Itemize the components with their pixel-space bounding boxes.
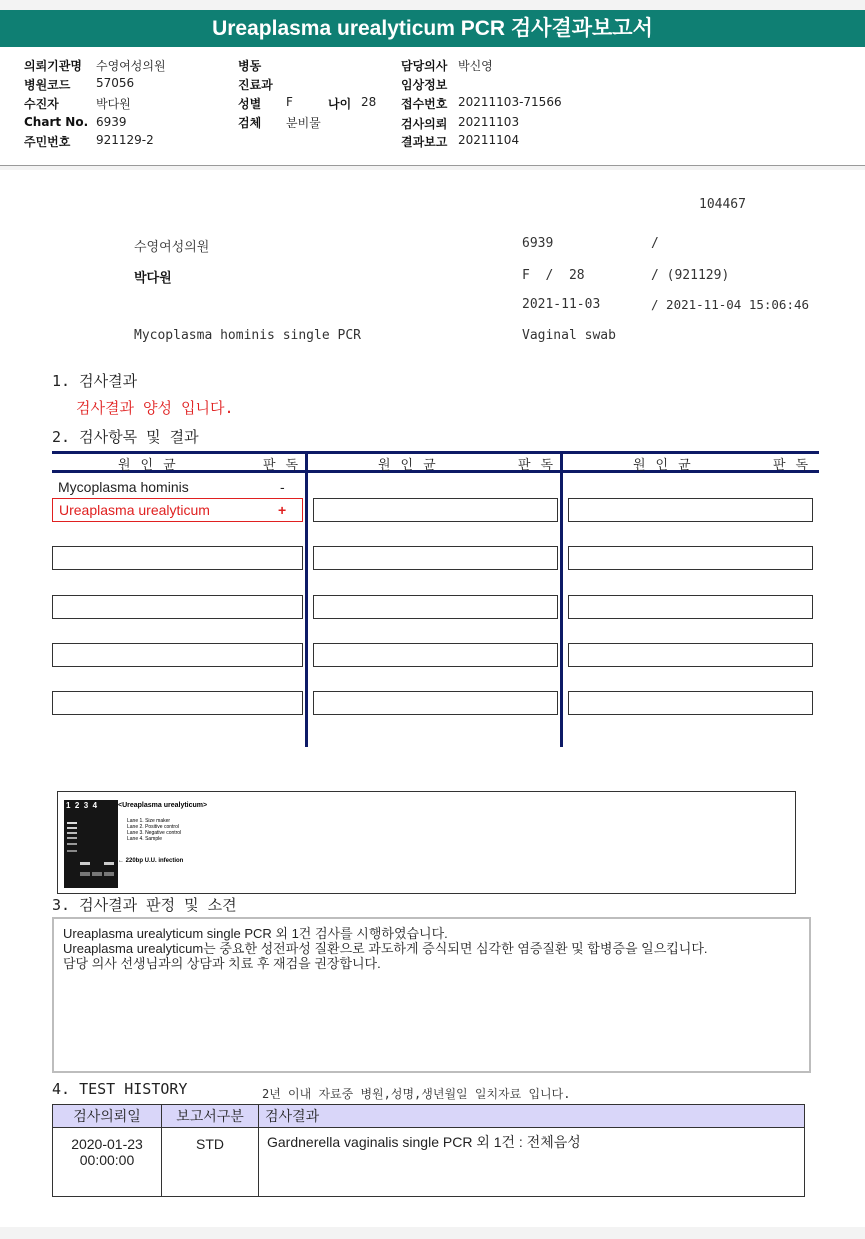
history-col-result: 검사결과	[259, 1105, 805, 1128]
patient-value: 박다원	[96, 97, 131, 111]
chart-value: 6939	[96, 115, 127, 129]
result-row-name-positive: Ureaplasma urealyticum	[59, 502, 210, 518]
gel-sample-band	[104, 862, 114, 865]
history-col-date: 검사의뢰일	[53, 1105, 162, 1128]
request-label: 검사의뢰	[401, 117, 448, 131]
result-cell-empty	[568, 643, 813, 667]
section3-title: 3. 검사결과 판정 및 소견	[52, 896, 237, 914]
gel-band-label: ← 220bp U.U. infection	[118, 858, 184, 864]
gel-legend-2: Lane 2. Positive control	[127, 824, 179, 830]
report-header	[0, 47, 865, 166]
result-cell-empty	[313, 498, 558, 522]
findings-line: Ureaplasma urealyticum는 중요한 성전파성 질환으로 과도하게 증식되면 심각한 염증질환 및 합병증을 일으킵니다.	[63, 941, 708, 956]
receipt-label: 접수번호	[401, 97, 448, 111]
col-organism-3: 원인균	[633, 458, 701, 473]
result-row-value: -	[280, 479, 285, 495]
gel-title: <Ureaplasma urealyticum>	[118, 802, 208, 809]
col-organism-2: 원인균	[378, 458, 446, 473]
gel-legend-1: Lane 1. Size maker	[127, 818, 171, 824]
gel-marker-band	[67, 827, 77, 829]
gel-legend-4: Lane 4. Sample	[127, 836, 163, 842]
result-cell-empty	[52, 546, 303, 570]
age-label: 나이	[328, 97, 352, 111]
col-organism-1: 원인균	[118, 458, 186, 473]
institution-value: 수영여성의원	[96, 59, 166, 73]
gel-positive-band	[80, 862, 90, 865]
clinical-label: 임상정보	[401, 78, 448, 92]
section2-title: 2. 검사항목 및 결과	[52, 428, 199, 446]
gel-primer-band	[104, 872, 114, 876]
col-judgement-3: 판독	[773, 458, 819, 473]
result-cell-empty	[52, 643, 303, 667]
section1-title: 1. 검사결과	[52, 372, 138, 390]
gel-marker-band	[67, 850, 77, 852]
request-value: 20211103	[458, 115, 520, 129]
result-cell-empty	[52, 691, 303, 715]
summary-test: Mycoplasma hominis single PCR	[134, 328, 361, 343]
summary-specimen: Vaginal swab	[522, 328, 616, 343]
history-date: 2020-01-23	[71, 1136, 143, 1152]
col-judgement-1: 판독	[263, 458, 309, 473]
history-col-type: 보고서구분	[162, 1105, 259, 1128]
gel-marker-band	[67, 837, 77, 839]
gel-legend-3: Lane 3. Negative control	[127, 830, 182, 836]
result-cell-empty	[568, 498, 813, 522]
age-value: 28	[361, 95, 377, 109]
gel-electrophoresis-image	[64, 800, 118, 888]
summary-clinic: 수영여성의원	[134, 240, 210, 255]
gel-marker-band	[67, 843, 77, 845]
history-type: STD	[162, 1128, 259, 1197]
specimen-label: 검체	[238, 116, 262, 130]
gel-primer-band	[92, 872, 102, 876]
specimen-value: 분비물	[286, 116, 321, 130]
findings-line: 담당 의사 선생님과의 상담과 치료 후 재검을 권장합니다.	[63, 956, 381, 971]
results-divider-1	[305, 451, 308, 747]
summary-received: 2021-11-03	[522, 297, 601, 312]
table-row	[53, 1128, 805, 1197]
doctor-label: 담당의사	[401, 59, 448, 73]
section4-title: 4. TEST HISTORY	[52, 1080, 188, 1098]
summary-chart: 6939	[522, 236, 554, 251]
result-cell-empty	[313, 691, 558, 715]
gel-primer-band	[80, 872, 90, 876]
chart-label: Chart No.	[24, 115, 89, 129]
report-label: 결과보고	[401, 135, 448, 149]
dept-label: 진료과	[238, 78, 273, 92]
history-time: 00:00:00	[79, 1152, 135, 1168]
sex-value: F	[286, 95, 293, 109]
patient-label: 수진자	[24, 97, 59, 111]
summary-sex-age: F / 28	[522, 268, 585, 283]
sex-label: 성별	[238, 97, 262, 111]
result-cell-empty	[313, 643, 558, 667]
gel-lane-numbers: 1 2 3 4	[66, 801, 98, 810]
report-value: 20211104	[458, 133, 520, 147]
summary-birth: / (921129)	[651, 268, 730, 283]
result-cell-empty	[568, 595, 813, 619]
history-date-cell	[53, 1128, 162, 1197]
history-note: 2년 이내 자료중 병원,성명,생년월일 일치자료 입니다.	[262, 1087, 571, 1101]
section1-result: 검사결과 양성 입니다.	[76, 399, 234, 417]
findings-line: Ureaplasma urealyticum single PCR 외 1건 검사를 시행하였습니다.	[63, 926, 448, 941]
hospital-code-value: 57056	[96, 76, 135, 90]
result-cell-empty	[52, 595, 303, 619]
result-cell-empty	[568, 691, 813, 715]
report-title: Ureaplasma urealyticum PCR 검사결과보고서	[0, 10, 865, 47]
gel-marker-band	[67, 832, 77, 834]
result-row-value-positive: +	[278, 502, 287, 518]
summary-reported: / 2021-11-04 15:06:46	[651, 297, 810, 312]
result-cell-empty	[568, 546, 813, 570]
summary-slash: /	[651, 236, 659, 251]
gel-marker-band	[67, 822, 77, 824]
institution-label: 의뢰기관명	[24, 59, 82, 73]
findings-box	[52, 917, 811, 1073]
rrn-value: 921129-2	[96, 133, 154, 147]
result-row-name: Mycoplasma hominis	[58, 479, 189, 495]
rrn-label: 주민번호	[24, 135, 71, 149]
doctor-value: 박신영	[458, 59, 493, 73]
results-divider-2	[560, 451, 563, 747]
history-result: Gardnerella vaginalis single PCR 외 1건 : 전체음성	[259, 1128, 805, 1197]
report-id: 104467	[699, 197, 746, 212]
summary-patient: 박다원	[134, 271, 172, 286]
result-cell-empty	[313, 595, 558, 619]
result-cell-empty	[313, 546, 558, 570]
ward-label: 병동	[238, 59, 262, 73]
col-judgement-2: 판독	[518, 458, 564, 473]
hospital-code-label: 병원코드	[24, 78, 71, 92]
receipt-value: 20211103-71566	[458, 95, 562, 109]
history-table	[52, 1104, 805, 1197]
